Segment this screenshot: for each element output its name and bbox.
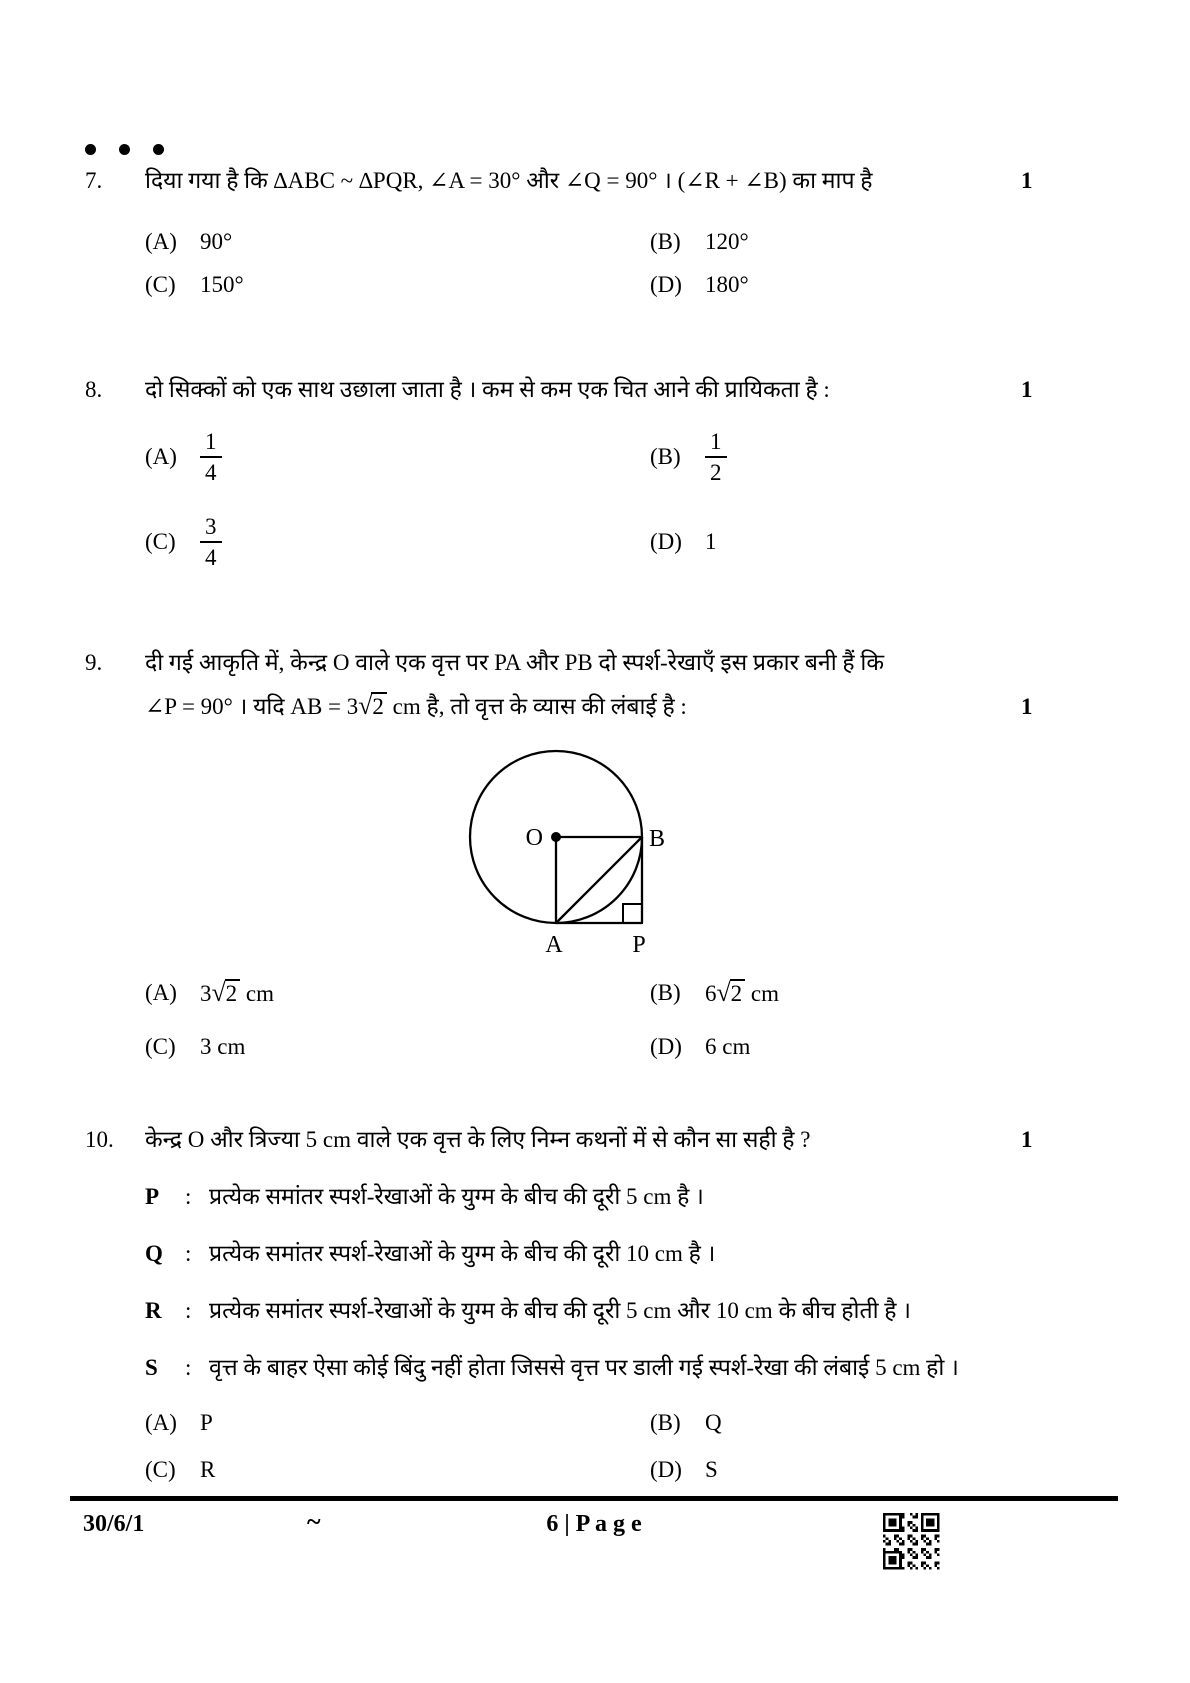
radical-sign: √ <box>211 978 226 1007</box>
option-value: S <box>705 1457 718 1482</box>
qr-code <box>883 1513 940 1570</box>
math-text: ∠P = 90° । यदि AB = 3 <box>145 694 359 719</box>
statement-letter: S <box>145 1355 158 1380</box>
statement-letter: P <box>145 1184 160 1209</box>
option-label: (C) <box>145 1034 176 1059</box>
question-text: दो सिक्कों को एक साथ उछाला जाता है । कम से कम एक चित आने की प्रायिकता है : <box>145 377 830 402</box>
option-d <box>650 1029 750 1065</box>
option-b <box>650 428 727 486</box>
statement-text: प्रत्येक समांतर स्पर्श-रेखाओं के युग्म के बीच की दूरी 10 cm है । <box>209 1241 716 1266</box>
marks-badge: 1 <box>1021 168 1033 193</box>
option-a <box>145 975 650 1012</box>
fraction <box>200 428 222 486</box>
right-angle-mark <box>623 904 642 923</box>
question-8 <box>0 372 1190 571</box>
option-value: 180° <box>705 272 749 297</box>
option-value: 90° <box>200 229 233 254</box>
radicand: 2 <box>371 692 387 719</box>
option-label: (C) <box>145 529 176 554</box>
question-text-line2 <box>145 686 1015 727</box>
option-c <box>145 1452 650 1488</box>
option-value: 1 <box>705 529 717 554</box>
options-row <box>145 428 1015 486</box>
label-a: A <box>545 932 563 958</box>
dot-icon <box>119 144 130 155</box>
option-d <box>650 513 717 571</box>
option-label: (A) <box>145 980 177 1005</box>
fraction-denominator: 4 <box>205 545 217 570</box>
marks-badge: 1 <box>1021 1127 1033 1152</box>
option-label: (A) <box>145 444 177 469</box>
option-c <box>145 1029 650 1065</box>
radicand: 2 <box>225 979 241 1006</box>
option-label: (D) <box>650 272 682 297</box>
option-value: 150° <box>200 272 244 297</box>
option-d <box>650 1452 718 1488</box>
marks-badge: 1 <box>1021 694 1033 719</box>
continuation-dots <box>0 144 1190 155</box>
question-text: केन्द्र O और त्रिज्या 5 cm वाले एक वृत्त के लिए निम्न कथनों में से कौन सा सही है ? <box>145 1127 811 1152</box>
option-a <box>145 428 650 486</box>
statement-p <box>145 1179 1015 1215</box>
statement-q <box>145 1236 1015 1272</box>
options-row <box>145 975 1015 1012</box>
label-p: P <box>632 932 646 958</box>
circle-tangents-figure <box>451 745 691 961</box>
statement-text: प्रत्येक समांतर स्पर्श-रेखाओं के युग्म के बीच की दूरी 5 cm है । <box>209 1184 704 1209</box>
option-label: (C) <box>145 1457 176 1482</box>
statement-colon: : <box>185 1355 192 1380</box>
dot-icon <box>85 144 96 155</box>
statement-colon: : <box>185 1184 192 1209</box>
statement-colon: : <box>185 1298 192 1323</box>
option-value: 6√2 cm <box>705 978 779 1007</box>
marks-badge: 1 <box>1021 377 1033 402</box>
fraction-numerator: 1 <box>200 428 222 458</box>
fraction-denominator: 4 <box>205 460 217 485</box>
option-d <box>650 267 749 303</box>
chord-ab <box>556 837 642 923</box>
fraction-numerator: 3 <box>200 513 222 543</box>
options-row <box>145 1452 1015 1488</box>
fraction <box>200 513 222 571</box>
option-label: (A) <box>145 229 177 254</box>
option-label: (B) <box>650 980 681 1005</box>
question-number: 7. <box>85 168 103 193</box>
question-10 <box>0 1122 1190 1488</box>
question-number: 10. <box>85 1127 114 1152</box>
paper-code: 30/6/1 <box>83 1511 145 1537</box>
statement-colon: : <box>185 1241 192 1266</box>
option-label: (C) <box>145 272 176 297</box>
label-o: O <box>525 825 543 851</box>
option-b <box>650 224 749 260</box>
label-b: B <box>649 826 666 852</box>
statement-r <box>145 1293 1015 1329</box>
option-value: 3 cm <box>200 1034 246 1059</box>
option-label: (D) <box>650 529 682 554</box>
math-text: cm है, तो वृत्त के व्यास की लंबाई है : <box>386 694 687 719</box>
tilde-separator: ~ <box>307 1507 321 1536</box>
option-value: R <box>200 1457 216 1482</box>
statement-letter: Q <box>145 1241 163 1266</box>
fraction-numerator: 1 <box>705 428 727 458</box>
radical-sign: √ <box>358 691 373 720</box>
radical-sign: √ <box>716 978 731 1007</box>
option-value: Q <box>705 1410 722 1435</box>
page-number: 6 | P a g e <box>546 1511 642 1537</box>
statement-text: प्रत्येक समांतर स्पर्श-रेखाओं के युग्म के बीच की दूरी 5 cm और 10 cm के बीच होती है । <box>209 1298 911 1323</box>
question-number: 8. <box>85 377 103 402</box>
options-row <box>145 1029 1015 1065</box>
option-b <box>650 1405 722 1441</box>
statement-s <box>145 1350 1015 1386</box>
option-label: (D) <box>650 1457 682 1482</box>
question-7 <box>0 163 1190 303</box>
statement-letter: R <box>145 1298 162 1323</box>
options-row <box>145 1405 1015 1441</box>
options-row <box>145 513 1015 571</box>
option-c <box>145 267 650 303</box>
options-row <box>145 267 1015 303</box>
option-a <box>145 1405 650 1441</box>
dot-icon <box>153 144 164 155</box>
statement-text: वृत्त के बाहर ऐसा कोई बिंदु नहीं होता जिससे वृत्त पर डाली गई स्पर्श-रेखा की लंबाई 5 cm हो । <box>209 1355 959 1380</box>
option-b <box>650 975 779 1012</box>
question-text: दिया गया है कि ∆ABC ~ ∆PQR, ∠A = 30° और ∠Q = 90° । (∠R + ∠B) का माप है <box>145 168 873 193</box>
option-c <box>145 513 650 571</box>
option-value: 3√2 cm <box>200 978 274 1007</box>
question-text-line1: दी गई आकृति में, केन्द्र O वाले एक वृत्त पर PA और PB दो स्पर्श-रेखाएँ इस प्रकार बनी हैं कि <box>145 650 884 675</box>
option-value: P <box>200 1410 213 1435</box>
option-label: (B) <box>650 444 681 469</box>
option-label: (B) <box>650 1410 681 1435</box>
option-label: (A) <box>145 1410 177 1435</box>
option-label: (D) <box>650 1034 682 1059</box>
option-value: 120° <box>705 229 749 254</box>
option-value: 6 cm <box>705 1034 751 1059</box>
page-footer <box>70 1496 1118 1586</box>
options-row <box>145 224 1015 260</box>
fraction <box>705 428 727 486</box>
option-a <box>145 224 650 260</box>
option-label: (B) <box>650 229 681 254</box>
radicand: 2 <box>730 979 746 1006</box>
question-9 <box>0 645 1190 1065</box>
question-number: 9. <box>85 650 103 675</box>
fraction-denominator: 2 <box>710 460 722 485</box>
